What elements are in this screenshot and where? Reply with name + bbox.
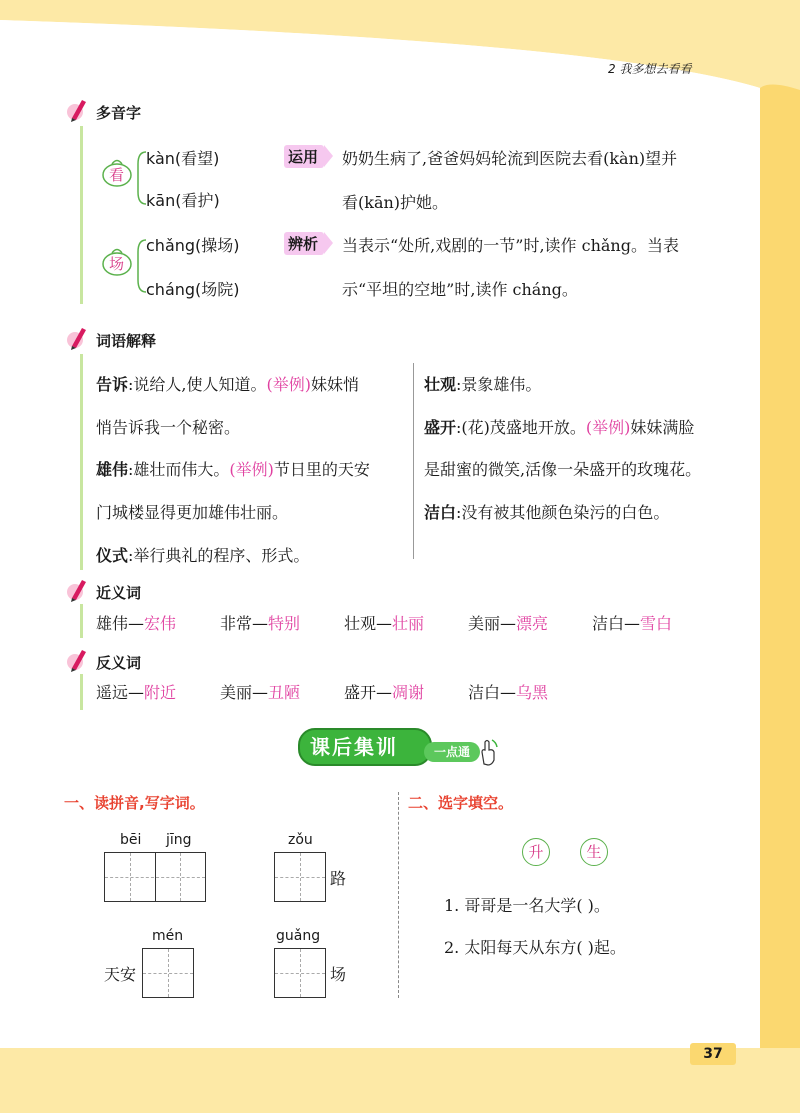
definition-yishi: 仪式:举行典礼的程序、形式。: [96, 546, 310, 565]
suffix-char: 路: [330, 869, 347, 888]
lesson-header: 2 我多想去看看: [608, 62, 692, 76]
antonym-pair: 遥远—附近: [96, 683, 177, 702]
synonym-pair: 美丽—漂亮: [468, 614, 549, 633]
page-number: 37: [690, 1043, 736, 1065]
reading: kàn(看望): [146, 149, 220, 168]
pinyin: zǒu: [288, 832, 313, 848]
definition-xiongwei: 雄伟:雄壮而伟大。(举例)节日里的天安: [96, 460, 370, 479]
example-text: 看(kān)护她。: [342, 193, 449, 212]
definition-example: 悄告诉我一个秘密。: [96, 418, 241, 437]
choice-sheng-student[interactable]: 生: [580, 838, 608, 866]
exercise-divider: [398, 792, 399, 998]
writing-grid-zou[interactable]: [274, 852, 326, 902]
question-2: 2. 太阳每天从东方( )起。: [444, 938, 626, 957]
prefix-chars: 天安: [104, 965, 137, 984]
section-line: [80, 674, 83, 710]
pencil-icon: [66, 646, 88, 672]
banner-title: 课后集训: [310, 735, 398, 759]
pinyin: bēi: [120, 832, 142, 848]
banner-subtitle: 一点通: [424, 742, 480, 762]
pinyin: mén: [152, 928, 184, 944]
definition-example: 门城楼显得更加雄伟壮丽。: [96, 503, 289, 522]
section-line: [80, 354, 83, 570]
section-title-jinyici: 近义词: [96, 584, 142, 602]
antonym-pair: 盛开—凋谢: [344, 683, 425, 702]
pencil-icon: [66, 324, 88, 350]
suffix-char: 场: [330, 965, 347, 984]
section-line: [80, 126, 83, 304]
definition-shengkai: 盛开:(花)茂盛地开放。(举例)妹妹满脸: [424, 418, 695, 437]
pencil-icon: [66, 96, 88, 122]
section-title-ciyu: 词语解释: [96, 332, 157, 350]
exercise1-title: 一、读拼音,写字词。: [64, 794, 205, 812]
page-bottom-band: [0, 1048, 800, 1113]
page-edge-band: [760, 70, 800, 1113]
char-chang: 场: [109, 255, 125, 273]
synonym-pair: 雄伟—宏伟: [96, 614, 177, 633]
definition-jiebai: 洁白:没有被其他颜色染污的白色。: [424, 503, 670, 522]
question-1: 1. 哥哥是一名大学( )。: [444, 896, 610, 915]
section-line: [80, 604, 83, 638]
antonym-pair: 美丽—丑陋: [220, 683, 301, 702]
tag-yunyong: 运用: [284, 145, 324, 168]
definition-example: 是甜蜜的微笑,活像一朵盛开的玫瑰花。: [424, 460, 702, 479]
definition-zhuangguan: 壮观:景象雄伟。: [424, 375, 542, 394]
pinyin: jīng: [166, 832, 192, 848]
writing-grid-guang[interactable]: [274, 948, 326, 998]
synonym-pair: 壮观—壮丽: [344, 614, 425, 633]
hand-pointer-icon: [476, 738, 500, 766]
writing-grid-beijing[interactable]: [104, 852, 206, 902]
exercise2-title: 二、选字填空。: [408, 794, 514, 812]
pinyin: guǎng: [276, 928, 321, 944]
writing-grid-men[interactable]: [142, 948, 194, 998]
reading: kān(看护): [146, 191, 220, 210]
reading: chǎng(操场): [146, 236, 240, 255]
antonym-pair: 洁白—乌黑: [468, 683, 549, 702]
char-kan: 看: [109, 166, 125, 184]
definition-gaosu: 告诉:说给人,使人知道。(举例)妹妹悄: [96, 375, 360, 394]
section-title-fanyici: 反义词: [96, 654, 142, 672]
synonym-pair: 洁白—雪白: [592, 614, 673, 633]
example-text: 奶奶生病了,爸爸妈妈轮流到医院去看(kàn)望并: [342, 149, 678, 168]
reading: cháng(场院): [146, 280, 240, 299]
tag-bianxi: 辨析: [284, 232, 324, 255]
choice-sheng-rise[interactable]: 升: [522, 838, 550, 866]
section-title-duoyinzi: 多音字: [96, 104, 142, 122]
synonym-pair: 非常—特别: [220, 614, 301, 633]
pencil-icon: [66, 576, 88, 602]
explain-text: 当表示“处所,戏剧的一节”时,读作 chǎng。当表: [342, 236, 679, 255]
explain-text: 示“平坦的空地”时,读作 cháng。: [342, 280, 578, 299]
